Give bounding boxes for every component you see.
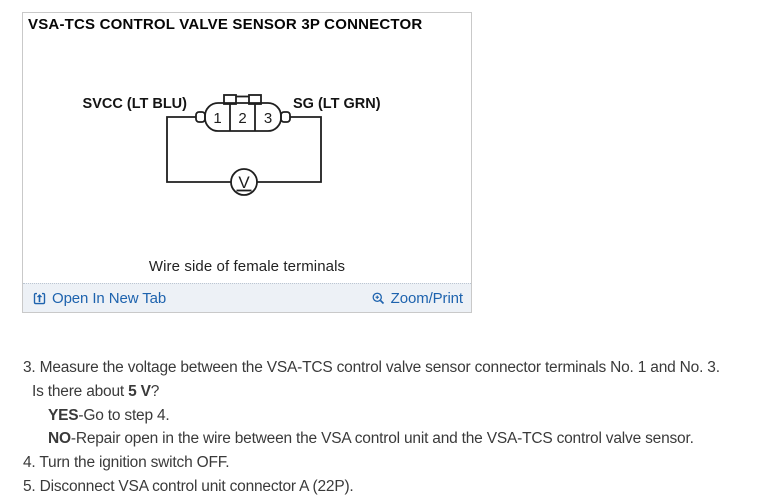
connector-left-nub bbox=[196, 112, 205, 122]
no-label: NO bbox=[48, 430, 71, 448]
diagram-title: VSA-TCS CONTROL VALVE SENSOR 3P CONNECTOR bbox=[28, 16, 423, 33]
right-wire-label: SG (LT GRN) bbox=[293, 96, 381, 112]
step-4-text: 4. Turn the ignition switch OFF. bbox=[23, 454, 230, 472]
step-3-question: Is there about 5 V? bbox=[32, 382, 160, 400]
no-branch: NO-Repair open in the wire between the VSA control unit and the VSA-TCS control valve sensor. bbox=[48, 430, 694, 448]
left-wire-label: SVCC (LT BLU) bbox=[82, 96, 187, 112]
open-in-new-tab-link[interactable] bbox=[32, 290, 166, 307]
terminal-3-label: 3 bbox=[263, 110, 273, 127]
connector-diagram-panel bbox=[22, 12, 472, 313]
zoom-print-label: Zoom/Print bbox=[390, 289, 463, 307]
yes-branch: YES-Go to step 4. bbox=[48, 406, 170, 424]
yes-label: YES bbox=[48, 406, 79, 424]
zoom-icon bbox=[371, 291, 386, 306]
open-in-new-tab-icon bbox=[32, 291, 47, 306]
zoom-print-link[interactable] bbox=[371, 290, 463, 307]
voltage-value: 5 V bbox=[128, 382, 151, 400]
voltmeter-symbol: V bbox=[238, 173, 250, 192]
terminal-1-label: 1 bbox=[213, 110, 222, 127]
terminal-2-label: 2 bbox=[238, 110, 247, 127]
connector-right-nub bbox=[281, 112, 290, 122]
open-in-new-tab-label: Open In New Tab bbox=[52, 289, 167, 307]
step-3-text: 3. Measure the voltage between the VSA-TCS control valve sensor connector terminals No. 1 and No. 3. bbox=[23, 359, 720, 376]
panel-footer bbox=[23, 283, 471, 312]
diagram-caption: Wire side of female terminals bbox=[148, 258, 346, 275]
step-5-text: 5. Disconnect VSA control unit connector A (22P). bbox=[23, 477, 354, 495]
procedure-steps bbox=[23, 356, 773, 499]
connector-circuit-diagram bbox=[23, 13, 471, 257]
